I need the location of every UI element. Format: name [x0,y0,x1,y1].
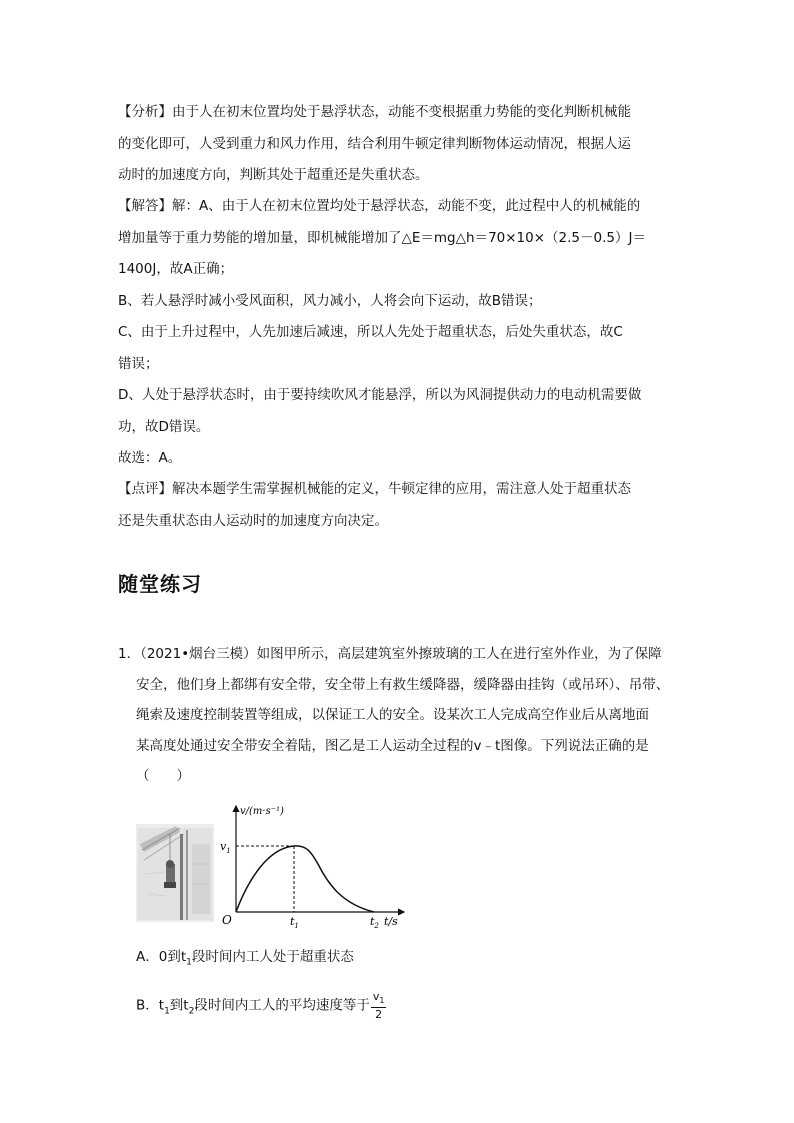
origin-label: O [222,913,232,927]
solution-paragraph [118,191,678,475]
option-b[interactable]: B．$t_1$到$t_2$段时间内工人的平均速度等于 $\frac{v_1}{2}$ [136,990,385,1022]
question-line: （ ） [136,768,190,784]
v1-label: $v_1$ [220,840,231,855]
worker-photo [136,824,214,922]
analysis-line: 动时的加速度方向，判断其处于超重还是失重状态。 [118,167,429,183]
question-1 [118,639,688,792]
fraction-v1-over-2: $\frac{v_1}{2}$ [372,990,385,1022]
t2-label: $t_2$ [370,915,379,928]
solution-line: C、由于上升过程中，人先加速后减速，所以人先处于超重状态，后处失重状态，故C [118,324,623,340]
question-line: 1．（2021•烟台三模）如图甲所示，高层建筑室外擦玻璃的工人在进行室外作业，为了保障 [118,646,662,662]
comment-line: 还是失重状态由人运动时的加速度方向决定。 [118,512,388,529]
question-line: 绳索及速度控制装置等组成，以保证工人的安全。设某次工人完成高空作业后从离地面 [136,707,649,723]
solution-line: 增加量等于重力势能的增加量，即机械能增加了△E＝mg△h＝70×10×（2.5－0.5）J＝ [118,229,646,246]
comment-paragraph [118,474,678,537]
solution-line: 功，故D错误。 [118,418,210,435]
solution-line: 【解答】解：A、由于人在初末位置均处于悬浮状态，动能不变，此过程中人的机械能的 [118,198,641,214]
solution-line: 故选：A。 [118,450,182,466]
solution-line: 错误； [118,355,159,372]
option-a[interactable]: A．0到$t_1$段时间内工人处于超重状态 [136,949,354,968]
section-title: 随堂练习 [118,572,202,596]
solution-line: 1400J，故A正确； [118,261,234,277]
question-figure [136,800,408,928]
comment-line: 【点评】解决本题学生需掌握机械能的定义，牛顿定律的应用，需注意人处于超重状态 [118,481,631,497]
solution-line: D、人处于悬浮状态时，由于要持续吹风才能悬浮，所以为风洞提供动力的电动机需要做 [118,387,642,403]
solution-line: B、若人悬浮时减小受风面积，风力减小，人将会向下运动，故B错误； [118,292,542,309]
x-axis-label: t/s [384,915,398,928]
velocity-time-graph [216,800,408,928]
analysis-line: 的变化即可，人受到重力和风力作用，结合利用牛顿定律判断物体运动情况，根据人运 [118,135,631,152]
velocity-curve [236,846,374,912]
question-line: 安全，他们身上都绑有安全带，安全带上有救生缓降器，缓降器由挂钩（或吊环）、吊带、 [136,676,670,693]
t1-label: $t_1$ [290,915,299,928]
y-axis-label: v/(m·s⁻¹) [240,806,284,817]
analysis-line: 【分析】由于人在初末位置均处于悬浮状态，动能不变根据重力势能的变化判断机械能 [118,104,631,120]
question-line: 某高度处通过安全带安全着陆，图乙是工人运动全过程的v﹣t图像。下列说法正确的是 [136,737,649,754]
analysis-paragraph [118,97,678,192]
